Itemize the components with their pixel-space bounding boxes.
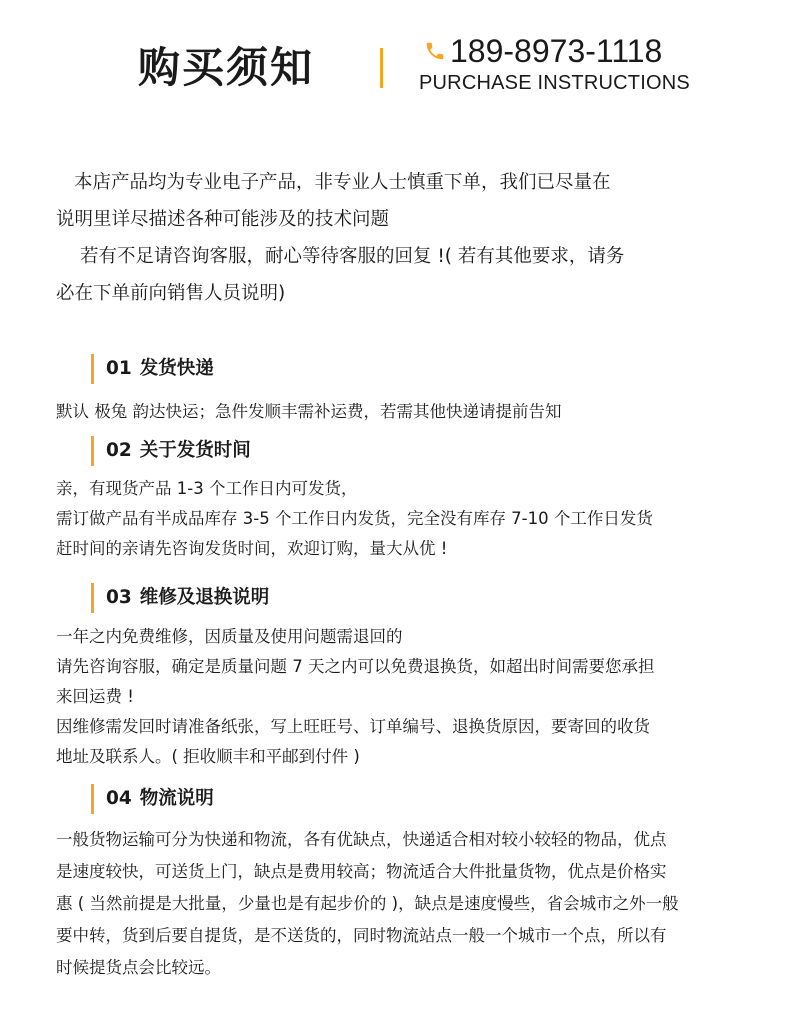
body-line: 需订做产品有半成品库存 3-5 个工作日内发货，完全没有库存 7-10 个工作日发货 bbox=[56, 509, 653, 528]
section-number: 03 bbox=[106, 587, 132, 608]
section-bar bbox=[91, 436, 94, 466]
section-bar bbox=[91, 354, 94, 384]
intro-line: 本店产品均为专业电子产品，非专业人士慎重下单，我们已尽量在 bbox=[74, 172, 611, 193]
body-line: 来回运费 ! bbox=[56, 687, 134, 706]
phone-icon bbox=[424, 40, 446, 62]
intro-line: 说明里详尽描述各种可能涉及的技术问题 bbox=[56, 209, 390, 230]
section-number: 02 bbox=[106, 440, 132, 461]
header-divider bbox=[380, 48, 383, 88]
section-title bbox=[106, 436, 251, 466]
section-title-text: 发货快递 bbox=[139, 358, 214, 379]
body-line: 因维修需发回时请准备纸张，写上旺旺号、订单编号、退换货原因，要寄回的收货 bbox=[56, 717, 650, 736]
section-heading-logistics bbox=[91, 784, 214, 814]
body-line: 默认 极兔 韵达快运；急件发顺丰需补运费，若需其他快递请提前告知 bbox=[56, 402, 562, 421]
section-title bbox=[106, 784, 214, 814]
section-body-shipping bbox=[56, 397, 746, 427]
body-line: 惠 ( 当然前提是大批量，少量也是有起步价的 )，缺点是速度慢些，省会城市之外一般 bbox=[56, 894, 679, 913]
section-title bbox=[106, 583, 269, 613]
section-bar bbox=[91, 784, 94, 814]
phone-contact bbox=[424, 30, 662, 72]
phone-number: 189-8973-1118 bbox=[450, 33, 663, 69]
body-line: 时候提货点会比较远。 bbox=[56, 958, 221, 977]
body-line: 一般货物运输可分为快递和物流，各有优缺点，快递适合相对较小较轻的物品，优点 bbox=[56, 830, 667, 849]
section-heading-shipping bbox=[91, 354, 214, 384]
body-line: 亲，有现货产品 1-3 个工作日内可发货， bbox=[56, 479, 358, 498]
body-line: 赶时间的亲请先咨询发货时间，欢迎订购，量大从优 ! bbox=[56, 539, 448, 558]
section-title bbox=[106, 354, 214, 384]
body-line: 请先咨询容服，确定是质量问题 7 天之内可以免费退换货，如超出时间需要您承担 bbox=[56, 657, 655, 676]
section-number: 04 bbox=[106, 788, 132, 809]
body-line: 是速度较快，可送货上门，缺点是费用较高；物流适合大件批量货物，优点是价格实 bbox=[56, 862, 667, 881]
section-body-logistics bbox=[56, 824, 746, 984]
section-number: 01 bbox=[106, 358, 132, 379]
section-body-delivery-time bbox=[56, 474, 746, 564]
section-heading-delivery-time bbox=[91, 436, 251, 466]
intro-line: 若有不足请咨询客服，耐心等待客服的回复 !( 若有其他要求，请务 bbox=[80, 246, 625, 267]
intro-text bbox=[56, 164, 736, 312]
body-line: 一年之内免费维修，因质量及使用问题需退回的 bbox=[56, 627, 403, 646]
section-title-text: 物流说明 bbox=[139, 788, 214, 809]
page-title: 购买须知 bbox=[138, 43, 315, 92]
body-line: 地址及联系人。( 拒收顺丰和平邮到付件 ) bbox=[56, 747, 360, 766]
intro-line: 必在下单前向销售人员说明) bbox=[56, 283, 286, 304]
section-title-text: 关于发货时间 bbox=[139, 440, 251, 461]
section-bar bbox=[91, 583, 94, 613]
section-heading-repair-return bbox=[91, 583, 269, 613]
body-line: 要中转，货到后要自提货，是不送货的，同时物流站点一般一个城市一个点，所以有 bbox=[56, 926, 667, 945]
section-body-repair-return bbox=[56, 622, 746, 772]
section-title-text: 维修及退换说明 bbox=[139, 587, 270, 608]
page-subtitle: PURCHASE INSTRUCTIONS bbox=[419, 72, 690, 94]
